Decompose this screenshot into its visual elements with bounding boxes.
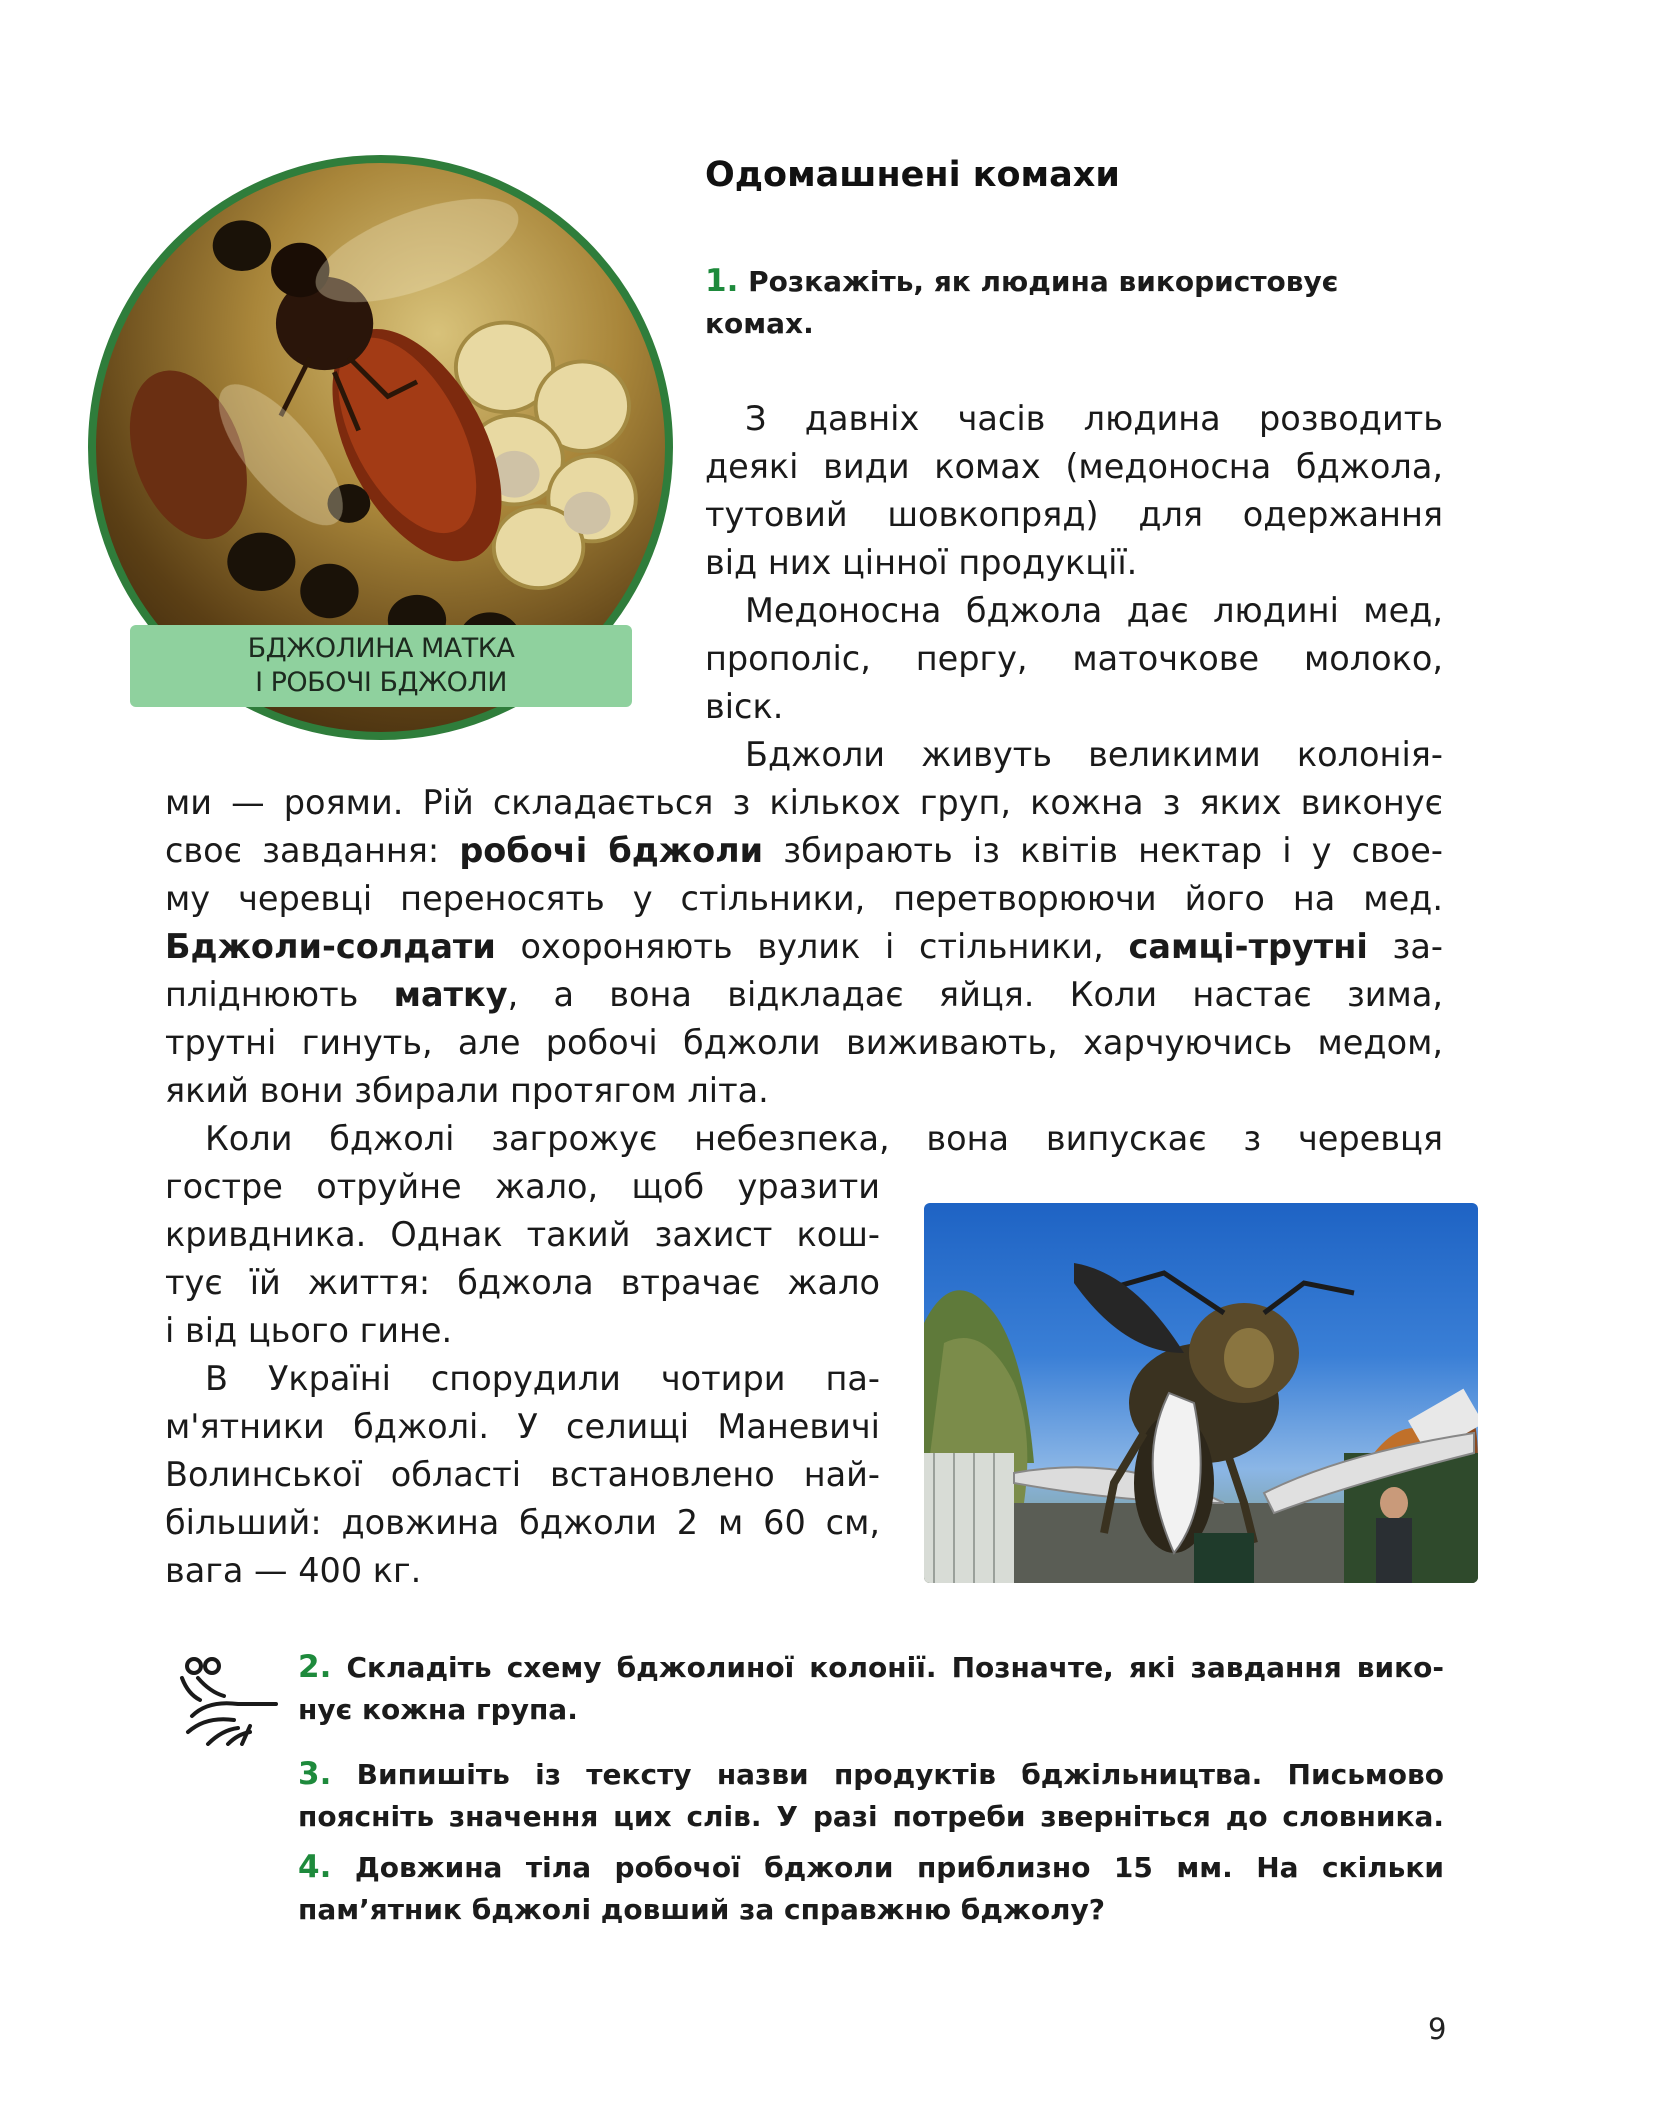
task-3-line-1: Випишіть із тексту назви продуктів бджільництва. Письмово (356, 1758, 1444, 1791)
task-4-line-1: Довжина тіла робочої бджоли приблизно 15 мм. На скільки (354, 1851, 1444, 1884)
p5-line-1: В Україні спорудили чотири па- (205, 1359, 880, 1398)
p4-line-1: Коли бджолі загрожує небезпека, вона випускає з черевця (205, 1119, 1443, 1158)
task-4-number: 4. (298, 1849, 332, 1885)
p4-line-5: і від цього гине. (165, 1311, 453, 1350)
paragraph-1 (705, 395, 1443, 779)
caption-line-1: БДЖОЛИНА МАТКА (247, 633, 515, 664)
p4-line-3: кривдника. Однак такий захист кош- (165, 1215, 880, 1254)
task-1-line-2: комах. (705, 307, 814, 340)
term-queen: матку (393, 975, 508, 1014)
p1-line-3: тутовий шовкопряд) для одержання (705, 495, 1443, 534)
p3-line-5: Бджоли-солдати охороняють вулик і стільники, самці-трутні за- (165, 927, 1443, 966)
people-team-icon (178, 1656, 280, 1746)
task-1-line-1: Розкажіть, як людина використовує (748, 265, 1339, 298)
task-2 (298, 1646, 1444, 1731)
task-1-number: 1. (705, 263, 739, 299)
task-3-number: 3. (298, 1756, 332, 1792)
p5-line-2: м'ятники бджолі. У селищі Маневичі (165, 1407, 880, 1446)
p1-line-4: від них цінної продукції. (705, 543, 1138, 582)
task-1 (705, 260, 1365, 345)
p2-line-1: Медоносна бджола дає людині мед, (745, 591, 1443, 630)
p1-line-2: деякі види комах (медоносна бджола, (705, 447, 1443, 486)
p3-line-1: Бджоли живуть великими колонія- (745, 735, 1443, 774)
page-number: 9 (1428, 2012, 1447, 2046)
bee-monument-photo (924, 1203, 1478, 1583)
p5-line-5: вага — 400 кг. (165, 1551, 422, 1590)
p4-line-4: тує їй життя: бджола втрачає жало (165, 1263, 880, 1302)
task-2-line-1: Складіть схему бджолиної колонії. Позначте, які завдання вико- (346, 1651, 1445, 1684)
task-3 (298, 1753, 1444, 1838)
page-title: Одомашнені комахи (705, 155, 1120, 195)
task-2-number: 2. (298, 1649, 332, 1685)
p3-line-4: му черевці переносять у стільники, перетворюючи його на мед. (165, 879, 1443, 918)
task-3-line-2: поясніть значення цих слів. У разі потреби зверніться до словника. (298, 1800, 1444, 1833)
p1-line-1: З давніх часів людина розводить (745, 399, 1443, 438)
paragraph-4 (165, 1163, 880, 1595)
photo-caption (130, 625, 632, 707)
term-worker-bees: робочі бджоли (459, 831, 764, 870)
p5-line-3: Волинської області встановлено най- (165, 1455, 880, 1494)
task-4-line-2: пам’ятник бджолі довший за справжню бджолу? (298, 1893, 1106, 1926)
p2-line-3: віск. (705, 687, 784, 726)
term-drones: самці-трутні (1128, 927, 1368, 966)
caption-line-2: І РОБОЧІ БДЖОЛИ (255, 667, 507, 698)
p4-line-2: гостре отруйне жало, щоб уразити (165, 1167, 880, 1206)
term-soldier-bees: Бджоли-солдати (165, 927, 496, 966)
p5-line-4: більший: довжина бджоли 2 м 60 см, (165, 1503, 880, 1542)
p3-line-7: трутні гинуть, але робочі бджоли виживають, харчуючись медом, (165, 1023, 1443, 1062)
p2-line-2: прополіс, пергу, маточкове молоко, (705, 639, 1443, 678)
task-4 (298, 1846, 1444, 1931)
paragraph-3 (165, 779, 1443, 1163)
task-2-line-2: нує кожна група. (298, 1693, 578, 1726)
p3-line-8: який вони збирали протягом літа. (165, 1071, 769, 1110)
p3-line-3: своє завдання: робочі бджоли збирають із квітів нектар і у свое- (165, 831, 1443, 870)
p3-line-6: пліднюють матку, а вона відкладає яйця. Коли настає зима, (165, 975, 1444, 1014)
p3-line-2: ми — роями. Рій складається з кількох груп, кожна з яких виконує (165, 783, 1443, 822)
